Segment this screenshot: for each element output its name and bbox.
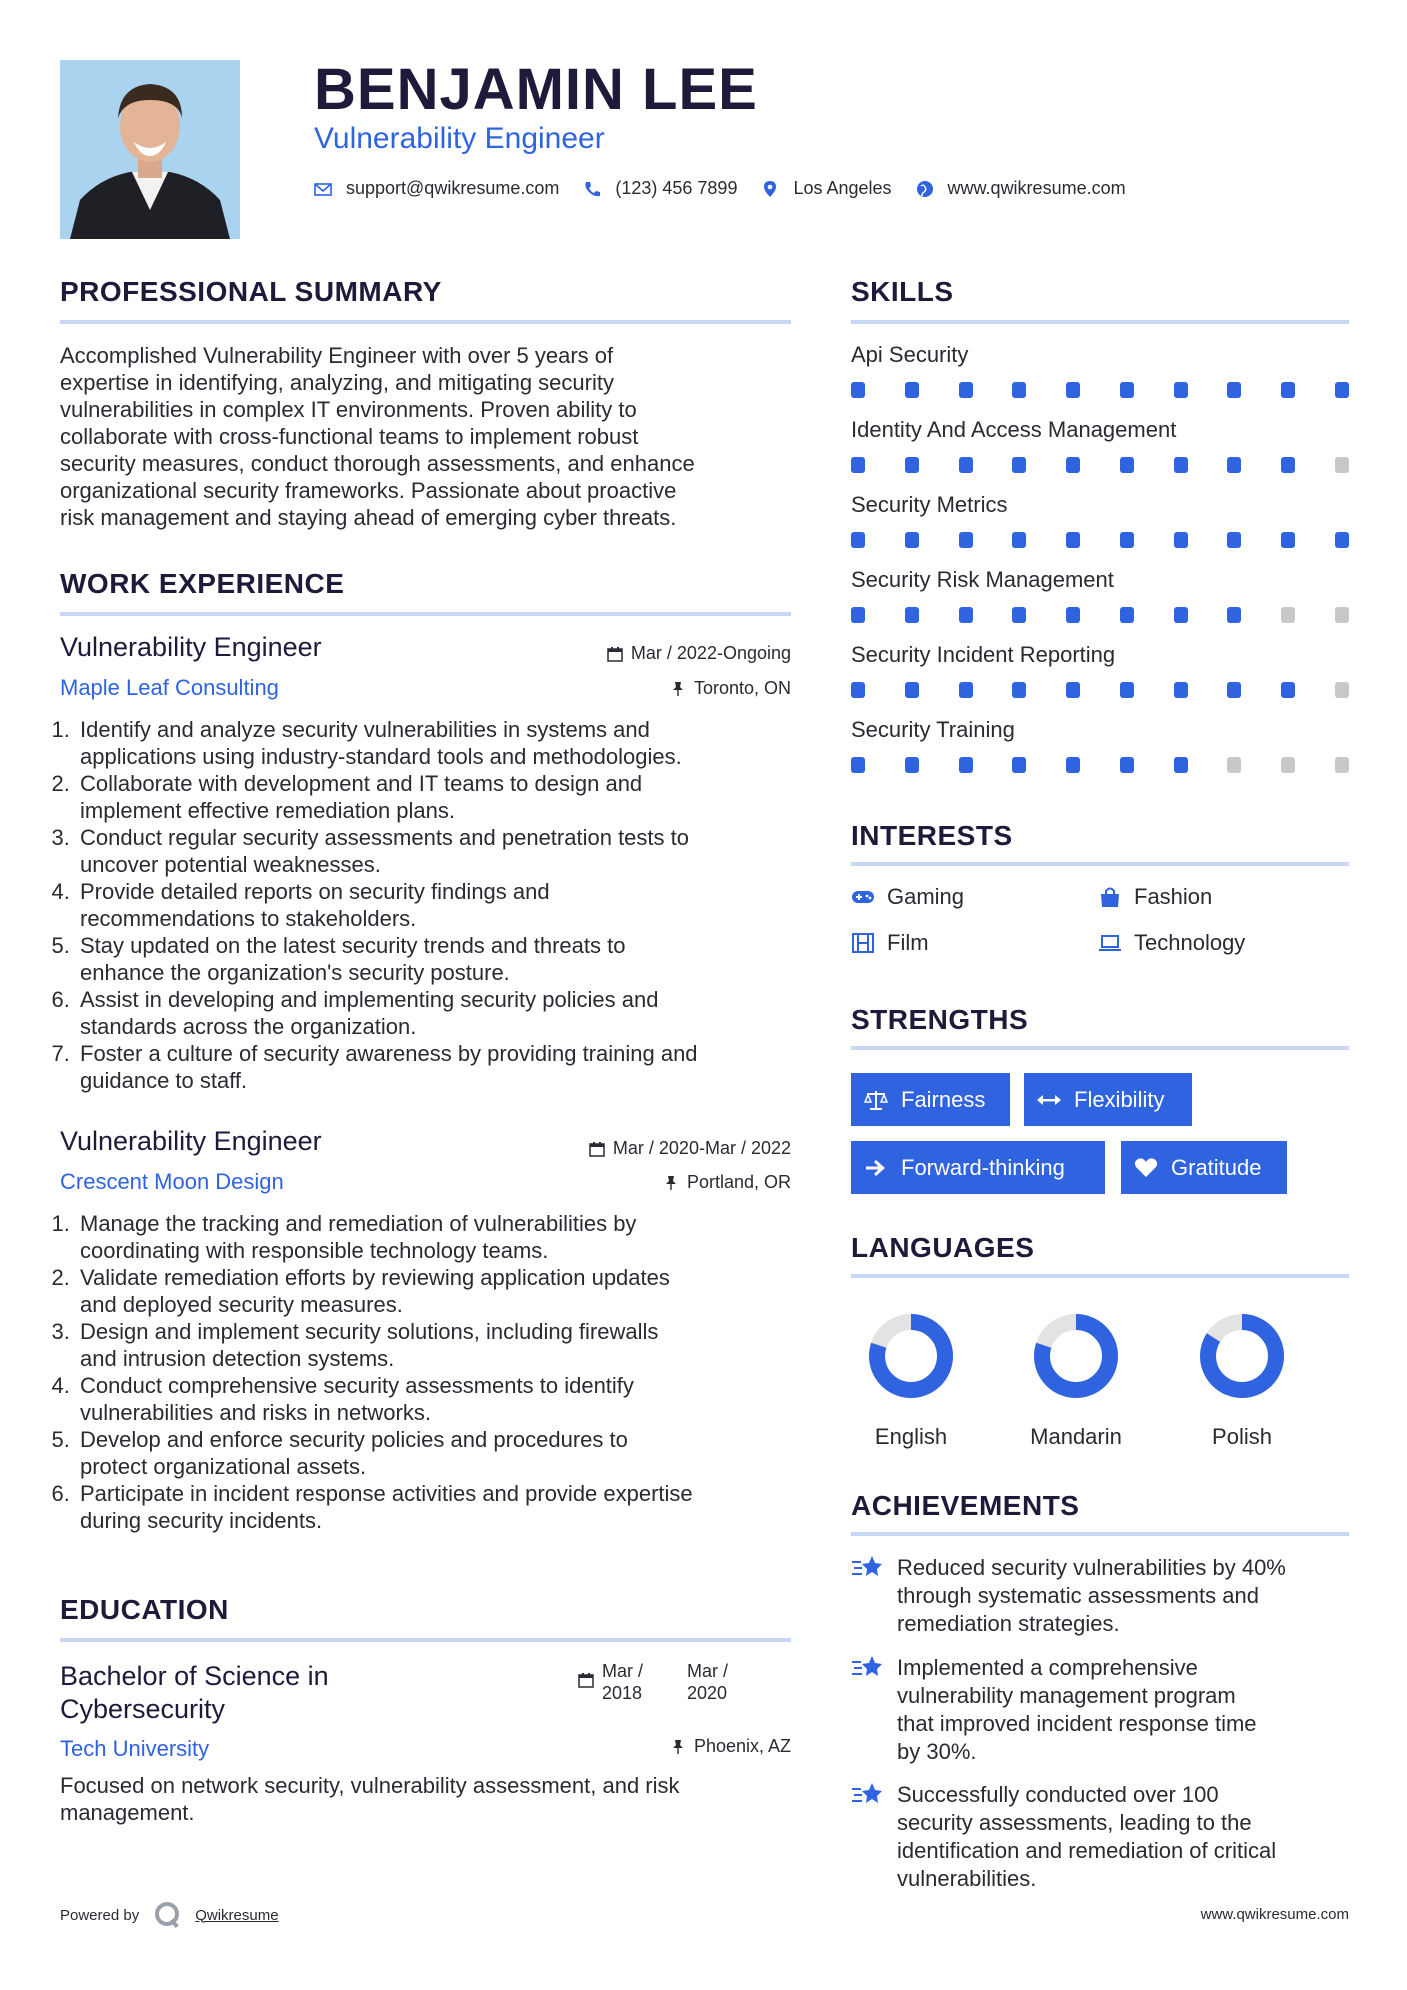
- skill-level-dots: [851, 682, 1349, 698]
- experience-heading: WORK EXPERIENCE: [60, 568, 345, 599]
- interest-film: [851, 930, 929, 956]
- education-description-line: management.: [60, 1800, 195, 1825]
- calendar-icon: [578, 1672, 594, 1688]
- achievement-line: remediation strategies.: [897, 1611, 1120, 1636]
- skill-level-dots: [851, 457, 1349, 473]
- duty-line: Conduct regular security assessments and penetration tests to: [80, 825, 689, 850]
- skill-dot-empty: [1335, 682, 1349, 698]
- education-location-text: Phoenix, AZ: [693, 1736, 791, 1756]
- pushpin-icon: [663, 1175, 679, 1191]
- skill-dot-filled: [1120, 457, 1134, 473]
- job-location-text: Portland, OR: [686, 1172, 791, 1192]
- interest-technology: [1098, 930, 1245, 956]
- summary-line: expertise in identifying, analyzing, and mitigating security: [60, 370, 614, 395]
- job-duties-list: [56, 1210, 816, 1534]
- summary-line: Accomplished Vulnerability Engineer with over 5 years of: [60, 343, 614, 368]
- skill-dot-filled: [905, 757, 919, 773]
- duty-item: [76, 1426, 816, 1480]
- education-end: [687, 1660, 728, 1704]
- skill-dot-filled: [905, 607, 919, 623]
- skill-dot-empty: [1335, 457, 1349, 473]
- skill-dot-filled: [905, 532, 919, 548]
- duty-line: Collaborate with development and IT teams to design and: [80, 771, 643, 796]
- achievements-heading: ACHIEVEMENTS: [851, 1490, 1080, 1521]
- interest-label: Gaming: [887, 884, 965, 909]
- duty-item: [76, 986, 816, 1040]
- pushpin-icon: [670, 681, 686, 697]
- duty-line: Foster a culture of security awareness by providing training and: [80, 1041, 698, 1066]
- skill-dot-filled: [1281, 457, 1295, 473]
- skill-dot-filled: [1227, 607, 1241, 623]
- phone-icon: [583, 180, 601, 198]
- skill-dot-filled: [905, 382, 919, 398]
- education-start: [602, 1660, 643, 1704]
- achievement-line: security assessments, leading to the: [897, 1810, 1252, 1835]
- achievement-item: [851, 1654, 1351, 1766]
- languages-heading: LANGUAGES: [851, 1232, 1035, 1263]
- job-location: [670, 678, 791, 699]
- qwikresume-link[interactable]: Qwikresume: [195, 1906, 279, 1924]
- job-duties-list: [56, 716, 816, 1094]
- envelope-icon: [314, 180, 332, 198]
- candidate-name: BENJAMIN LEE: [314, 57, 758, 122]
- degree-line: Cybersecurity: [60, 1694, 226, 1724]
- skill-dot-filled: [1227, 532, 1241, 548]
- education-start-line: Mar /: [602, 1661, 644, 1681]
- education-end-line: 2020: [687, 1683, 728, 1703]
- duty-line: Identify and analyze security vulnerabilities in systems and: [80, 717, 650, 742]
- language-label: Mandarin: [1030, 1424, 1122, 1449]
- achievement-item: [851, 1554, 1351, 1638]
- achievement-line: vulnerability management program: [897, 1683, 1236, 1708]
- interests-heading: INTERESTS: [851, 820, 1013, 851]
- strength-label: Fairness: [901, 1086, 986, 1112]
- duty-line: guidance to staff.: [80, 1068, 248, 1093]
- powered-by-label: Powered by: [60, 1906, 140, 1924]
- contact-bar: [314, 178, 1150, 199]
- candidate-role: Vulnerability Engineer: [314, 122, 605, 155]
- duty-line: and deployed security measures.: [80, 1292, 403, 1317]
- achievement-line: Implemented a comprehensive: [897, 1655, 1198, 1680]
- summary-rule: [60, 320, 791, 324]
- pushpin-icon: [670, 1739, 686, 1755]
- job-dates-text: Mar / 2020-Mar / 2022: [612, 1138, 791, 1158]
- skill-dot-filled: [1174, 682, 1188, 698]
- skill-dot-filled: [1281, 682, 1295, 698]
- achievement-line: vulnerabilities.: [897, 1866, 1037, 1891]
- skill-dot-filled: [1066, 607, 1080, 623]
- skill-dot-filled: [1066, 532, 1080, 548]
- education-rule: [60, 1638, 791, 1642]
- summary-line: organizational security frameworks. Passionate about proactive: [60, 478, 677, 503]
- summary-line: collaborate with cross-functional teams to implement robust: [60, 424, 639, 449]
- skill-dot-filled: [1227, 382, 1241, 398]
- duty-line: protect organizational assets.: [80, 1454, 367, 1479]
- strength-label: Gratitude: [1171, 1154, 1262, 1180]
- profile-photo: [60, 60, 240, 239]
- achievement-text: [897, 1554, 1286, 1638]
- skill-label: Api Security: [851, 342, 969, 367]
- duty-line: Stay updated on the latest security trends and threats to: [80, 933, 626, 958]
- skill-dot-filled: [959, 757, 973, 773]
- contact-location: Los Angeles: [793, 178, 892, 198]
- job-dates: [589, 1138, 791, 1159]
- duty-line: standards across the organization.: [80, 1014, 417, 1039]
- duty-line: Provide detailed reports on security findings and: [80, 879, 550, 904]
- language-donut: [861, 1306, 961, 1406]
- interest-label: Fashion: [1134, 884, 1213, 909]
- laptop-icon: [1098, 931, 1122, 955]
- skill-dot-filled: [1066, 457, 1080, 473]
- calendar-icon: [589, 1141, 605, 1157]
- summary-line: vulnerabilities in complex IT environments. Proven ability to: [60, 397, 637, 422]
- achievement-line: Successfully conducted over 100: [897, 1782, 1219, 1807]
- skill-dot-filled: [1174, 532, 1188, 548]
- skill-dot-empty: [1335, 607, 1349, 623]
- duty-line: implement effective remediation plans.: [80, 798, 456, 823]
- achievement-item: [851, 1781, 1351, 1893]
- shooting-star-icon: [851, 1552, 885, 1582]
- qwikresume-logo-icon: [153, 1900, 183, 1930]
- duty-item: [76, 716, 816, 770]
- shooting-star-icon: [851, 1779, 885, 1809]
- duty-item: [76, 1318, 816, 1372]
- skill-dot-filled: [1012, 457, 1026, 473]
- contact-phone[interactable]: (123) 456 7899: [615, 178, 738, 198]
- skill-dot-filled: [1120, 757, 1134, 773]
- duty-line: Participate in incident response activities and provide expertise: [80, 1481, 693, 1506]
- duty-line: vulnerabilities and risks in networks.: [80, 1400, 431, 1425]
- duty-item: [76, 770, 816, 824]
- summary-line: security measures, conduct thorough assessments, and enhance: [60, 451, 695, 476]
- globe-icon: [916, 180, 934, 198]
- skill-level-dots: [851, 382, 1349, 398]
- skills-rule: [851, 320, 1349, 324]
- gamepad-icon: [851, 885, 875, 909]
- skill-dot-filled: [851, 532, 865, 548]
- languages-rule: [851, 1274, 1349, 1278]
- footer-powered-by: [60, 1900, 279, 1930]
- skill-dot-filled: [1281, 382, 1295, 398]
- duty-line: coordinating with responsible technology teams.: [80, 1238, 549, 1263]
- duty-line: Design and implement security solutions, including firewalls: [80, 1319, 659, 1344]
- skill-dot-filled: [1120, 532, 1134, 548]
- skill-dot-filled: [1012, 682, 1026, 698]
- interest-label: Film: [887, 930, 929, 955]
- skills-heading: SKILLS: [851, 276, 954, 307]
- summary-heading: PROFESSIONAL SUMMARY: [60, 276, 442, 307]
- achievement-text: [897, 1654, 1257, 1766]
- skill-dot-filled: [1227, 457, 1241, 473]
- achievement-line: by 30%.: [897, 1739, 977, 1764]
- contact-email[interactable]: support@qwikresume.com: [346, 178, 560, 198]
- strength-label: Flexibility: [1074, 1086, 1165, 1112]
- job-company: Crescent Moon Design: [60, 1169, 284, 1194]
- skill-dot-filled: [1335, 532, 1349, 548]
- film-icon: [851, 931, 875, 955]
- skill-dot-filled: [1012, 607, 1026, 623]
- skill-dot-filled: [905, 682, 919, 698]
- experience-rule: [60, 612, 791, 616]
- skill-dot-filled: [1120, 607, 1134, 623]
- skill-dot-filled: [959, 532, 973, 548]
- language-donut: [1192, 1306, 1292, 1406]
- arrow-right-icon: [863, 1157, 889, 1179]
- strength-chip-flexibility: [1024, 1073, 1192, 1126]
- education-heading: EDUCATION: [60, 1594, 229, 1625]
- job-title: Vulnerability Engineer: [60, 1126, 322, 1156]
- calendar-icon: [607, 646, 623, 662]
- education-start-line: 2018: [602, 1683, 643, 1703]
- skill-label: Security Metrics: [851, 492, 1008, 517]
- skill-dot-filled: [1335, 382, 1349, 398]
- skill-dot-filled: [905, 457, 919, 473]
- skill-dot-filled: [851, 607, 865, 623]
- language-item: [1172, 1306, 1312, 1450]
- skill-dot-filled: [1227, 682, 1241, 698]
- duty-item: [76, 878, 816, 932]
- duty-line: and intrusion detection systems.: [80, 1346, 395, 1371]
- duty-item: [76, 1040, 816, 1094]
- skill-dot-filled: [1174, 607, 1188, 623]
- education-location: [670, 1736, 791, 1757]
- skill-dot-filled: [959, 682, 973, 698]
- skill-dot-filled: [1012, 757, 1026, 773]
- skill-label: Security Risk Management: [851, 567, 1114, 592]
- interest-label: Technology: [1134, 930, 1246, 955]
- contact-website[interactable]: www.qwikresume.com: [947, 178, 1126, 198]
- skill-dot-filled: [959, 382, 973, 398]
- skill-dot-empty: [1335, 757, 1349, 773]
- degree-title: [60, 1660, 329, 1726]
- skill-level-dots: [851, 607, 1349, 623]
- skill-dot-filled: [959, 607, 973, 623]
- job-dates-text: Mar / 2022-Ongoing: [630, 643, 791, 663]
- language-item: [1006, 1306, 1146, 1450]
- strength-chip-fairness: [851, 1073, 1010, 1126]
- skill-dot-filled: [1120, 682, 1134, 698]
- skill-dot-filled: [851, 382, 865, 398]
- duty-line: recommendations to stakeholders.: [80, 906, 417, 931]
- shooting-star-icon: [851, 1652, 885, 1682]
- education-description: [60, 1772, 800, 1826]
- skill-dot-filled: [1012, 532, 1026, 548]
- achievement-text: [897, 1781, 1276, 1893]
- skill-dot-filled: [851, 682, 865, 698]
- duty-line: uncover potential weaknesses.: [80, 852, 381, 877]
- language-label: Polish: [1212, 1424, 1272, 1449]
- interest-fashion: [1098, 884, 1212, 910]
- skill-dot-filled: [1281, 532, 1295, 548]
- education-end-line: Mar /: [687, 1661, 729, 1681]
- education-description-line: Focused on network security, vulnerability assessment, and risk: [60, 1773, 680, 1798]
- skill-label: Identity And Access Management: [851, 417, 1177, 442]
- skill-dot-empty: [1227, 757, 1241, 773]
- language-item: [841, 1306, 981, 1450]
- heart-icon: [1133, 1157, 1159, 1179]
- duty-line: enhance the organization's security posture.: [80, 960, 510, 985]
- achievement-line: that improved incident response time: [897, 1711, 1257, 1736]
- skill-dot-empty: [1281, 757, 1295, 773]
- skill-label: Security Incident Reporting: [851, 642, 1116, 667]
- job-dates: [607, 643, 791, 664]
- skill-label: Security Training: [851, 717, 1015, 742]
- arrows-horizontal-icon: [1036, 1089, 1062, 1111]
- degree-line: Bachelor of Science in: [60, 1661, 329, 1691]
- skill-dot-filled: [1012, 382, 1026, 398]
- summary-text: [60, 342, 800, 531]
- achievement-line: identification and remediation of critical: [897, 1838, 1277, 1863]
- shopping-bag-icon: [1098, 885, 1122, 909]
- job-title: Vulnerability Engineer: [60, 632, 322, 662]
- skill-dot-empty: [1281, 607, 1295, 623]
- duty-item: [76, 824, 816, 878]
- achievements-rule: [851, 1532, 1349, 1536]
- language-donut: [1026, 1306, 1126, 1406]
- job-location: [663, 1172, 791, 1193]
- skill-dot-filled: [1120, 382, 1134, 398]
- interest-gaming: [851, 884, 964, 910]
- duty-item: [76, 1264, 816, 1318]
- skill-dot-filled: [1174, 457, 1188, 473]
- duty-item: [76, 932, 816, 986]
- duty-item: [76, 1210, 816, 1264]
- skill-dot-filled: [1174, 382, 1188, 398]
- school-name: Tech University: [60, 1736, 210, 1761]
- strength-label: Forward-thinking: [901, 1154, 1065, 1180]
- duty-line: Develop and enforce security policies and procedures to: [80, 1427, 628, 1452]
- strengths-rule: [851, 1046, 1349, 1050]
- duty-item: [76, 1480, 816, 1534]
- map-marker-icon: [761, 180, 779, 198]
- strength-chip-gratitude: [1121, 1141, 1287, 1194]
- footer-website[interactable]: www.qwikresume.com: [1200, 1906, 1349, 1923]
- skill-level-dots: [851, 757, 1349, 773]
- duty-line: Conduct comprehensive security assessments to identify: [80, 1373, 634, 1398]
- job-company: Maple Leaf Consulting: [60, 675, 279, 700]
- duty-line: during security incidents.: [80, 1508, 323, 1533]
- duty-line: applications using industry-standard tools and methodologies.: [80, 744, 682, 769]
- achievement-line: through systematic assessments and: [897, 1583, 1259, 1608]
- duty-line: Validate remediation efforts by reviewing application updates: [80, 1265, 670, 1290]
- skill-dot-filled: [851, 457, 865, 473]
- achievement-line: Reduced security vulnerabilities by 40%: [897, 1555, 1286, 1580]
- skill-dot-filled: [959, 457, 973, 473]
- skill-dot-filled: [1066, 682, 1080, 698]
- skill-dot-filled: [1066, 757, 1080, 773]
- skill-level-dots: [851, 532, 1349, 548]
- education-dates: [578, 1660, 728, 1704]
- duty-line: Assist in developing and implementing security policies and: [80, 987, 659, 1012]
- skill-dot-filled: [1066, 382, 1080, 398]
- strength-chip-forward-thinking: [851, 1141, 1105, 1194]
- summary-line: risk management and staying ahead of emerging cyber threats.: [60, 505, 677, 530]
- duty-line: Manage the tracking and remediation of vulnerabilities by: [80, 1211, 637, 1236]
- skill-dot-filled: [1174, 757, 1188, 773]
- job-location-text: Toronto, ON: [693, 678, 791, 698]
- interests-rule: [851, 862, 1349, 866]
- skill-dot-filled: [851, 757, 865, 773]
- duty-item: [76, 1372, 816, 1426]
- language-label: English: [874, 1424, 948, 1449]
- strengths-heading: STRENGTHS: [851, 1004, 1029, 1035]
- balance-scale-icon: [863, 1089, 889, 1111]
